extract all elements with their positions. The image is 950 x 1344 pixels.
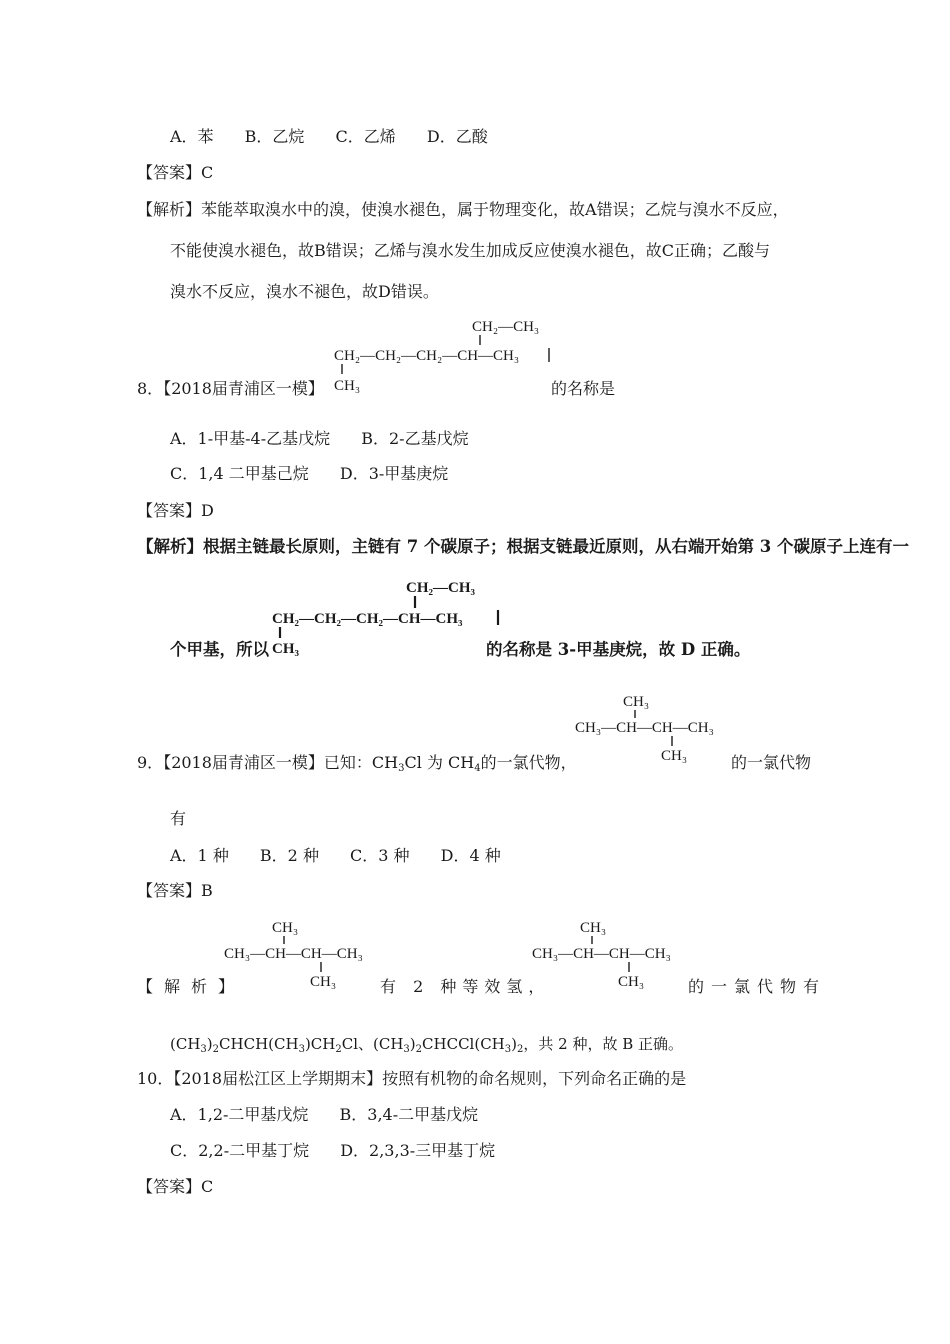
formula-part: CHCCl(CH [422, 1035, 505, 1053]
q10-answer [137, 1177, 213, 1197]
formula-part: ，共 2 种，故 B 正确。 [523, 1035, 684, 1053]
q8-option-b: B．2-乙基戊烷 [361, 429, 469, 448]
q9-analysis-2-main-chain: CH₃—CH—CH—CH₃ [532, 946, 671, 962]
q10-options-row-1 [170, 1105, 504, 1125]
q9-text-b: Cl 为 CH [404, 753, 475, 772]
q9-structure-formula [575, 690, 735, 770]
q7-option-b: B．乙烷 [244, 127, 305, 146]
subscript: 3 [504, 1044, 512, 1055]
question-text: 按照有机物的命名规则，下列命名正确的是 [382, 1069, 687, 1088]
q9-main-chain: CH₃—CH—CH—CH₃ [575, 720, 714, 736]
q9-analysis-products [170, 1034, 683, 1060]
subscript: 3 [200, 1044, 207, 1055]
q9-stem [137, 753, 577, 779]
formula-part: ) [206, 1035, 213, 1053]
q8-analysis-line-2-prefix: 个甲基，所以 [170, 640, 269, 659]
answer-label: 【答案】 [137, 501, 202, 520]
q7-option-d: D．乙酸 [426, 127, 488, 146]
q9-analysis-structure-1 [224, 916, 384, 996]
q8-branch-group: CH₂—CH₃ [472, 319, 540, 335]
q9-answer [137, 881, 213, 901]
q9-option-c: C．3 种 [350, 846, 410, 865]
q9-stem-suffix: 的一氯代物 [731, 753, 812, 772]
subscript: 3 [298, 1044, 305, 1055]
q8-stem-suffix: 的名称是 [551, 379, 616, 398]
q8-answer [137, 501, 214, 521]
analysis-text: 苯能萃取溴水中的溴，使溴水褪色，属于物理变化，故A错误；乙烷与溴水不反应， [201, 200, 789, 219]
q8-analysis-main-chain: CH₂—CH₂—CH₂—CH—CH₃ [272, 611, 463, 627]
q7-options [170, 127, 514, 147]
question-source: 【2018届松江区上学期期末】 [173, 1069, 383, 1088]
q7-option-c: C．乙烯 [335, 127, 396, 146]
subscript: 2 [415, 1044, 423, 1055]
analysis-label: 【解析】 [137, 200, 202, 219]
q9-option-b: B．2 种 [259, 846, 319, 865]
q9-text-c: 的一氯代物， [480, 753, 577, 772]
q7-analysis-line-3: 溴水不反应，溴水不褪色，故D错误。 [170, 282, 439, 301]
formula-part: (CH [170, 1035, 201, 1053]
q9-text-a: 已知：CH [323, 753, 399, 772]
question-source: 【2018届青浦区一模】 [163, 753, 324, 772]
q9-top-group: CH₃ [623, 694, 650, 710]
q10-options-row-2 [170, 1141, 521, 1161]
subscript: 2 [517, 1044, 524, 1055]
q9-analysis-1-top-group: CH₃ [272, 920, 299, 936]
answer-value: B [201, 881, 213, 900]
q10-option-c: C．2,2-二甲基丁烷 [170, 1141, 310, 1160]
formula-part: )CH [304, 1035, 336, 1053]
q8-option-a: A．1-甲基-4-乙基戊烷 [170, 429, 331, 448]
answer-label: 【答案】 [137, 1177, 202, 1196]
answer-label: 【答案】 [137, 163, 202, 182]
q9-analysis-end: 的一氯代物有 [688, 977, 827, 996]
q9-analysis-2-bottom-group: CH₃ [618, 974, 645, 990]
q9-analysis-structure-2 [532, 916, 692, 996]
q8-bottom-group: CH₃ [334, 378, 361, 394]
answer-value: C [201, 163, 214, 182]
q9-options [170, 846, 527, 866]
q7-answer [137, 163, 213, 183]
q8-stem [137, 379, 324, 399]
formula-part: CHCH(CH [219, 1035, 299, 1053]
formula-part: ) [511, 1035, 517, 1053]
q10-option-a: A．1,2-二甲基戊烷 [170, 1105, 309, 1124]
q9-bottom-group: CH₃ [661, 748, 688, 764]
formula-part: Cl、(CH [341, 1035, 404, 1053]
q9-option-a: A．1 种 [170, 846, 229, 865]
q8-analysis-bottom-group: CH₃ [272, 641, 299, 657]
answer-value: C [201, 1177, 214, 1196]
q10-option-d: D．2,3,3-三甲基丁烷 [340, 1141, 496, 1160]
q8-option-c: C．1,4 二甲基己烷 [170, 464, 309, 483]
question-number: 10． [137, 1069, 174, 1088]
q9-option-d: D．4 种 [440, 846, 501, 865]
q8-analysis-branch-group: CH₂—CH₃ [406, 580, 475, 596]
q8-main-chain: CH₂—CH₂—CH₂—CH—CH₃ [334, 348, 520, 364]
q9-stem-continuation: 有 [170, 809, 187, 828]
q8-options-row-2 [170, 464, 474, 484]
q7-option-a: A．苯 [170, 127, 214, 146]
question-number: 8． [137, 379, 164, 398]
q9-analysis-mid: 有 2 种等效氢， [380, 977, 551, 996]
subscript: 4 [474, 763, 481, 774]
formula-part: ) [409, 1035, 416, 1053]
q9-analysis-2-top-group: CH₃ [580, 920, 607, 936]
q7-analysis-line-2: 不能使溴水褪色，故B错误；乙烯与溴水发生加成反应使溴水褪色，故C正确；乙酸与 [170, 241, 771, 260]
q10-option-b: B．3,4-二甲基戊烷 [339, 1105, 479, 1124]
q9-analysis-1-main-chain: CH₃—CH—CH—CH₃ [224, 946, 363, 962]
q10-stem [137, 1069, 686, 1089]
question-source: 【2018届青浦区一模】 [163, 379, 324, 398]
q7-analysis-line-1 [137, 200, 789, 220]
question-number: 9． [137, 753, 164, 772]
subscript: 2 [335, 1044, 342, 1055]
q8-options-row-1 [170, 429, 495, 449]
q9-analysis-1-bottom-group: CH₃ [310, 974, 337, 990]
q9-analysis-label: 【解析】 [137, 977, 246, 996]
subscript: 2 [212, 1044, 220, 1055]
answer-value: D [201, 501, 214, 520]
subscript: 3 [398, 763, 405, 774]
q8-option-d: D．3-甲基庚烷 [339, 464, 449, 483]
q8-analysis-line-1: 【解析】根据主链最长原则，主链有 7 个碳原子；根据支链最近原则，从右端开始第 3 个碳原子上连有一 [137, 537, 909, 556]
answer-label: 【答案】 [137, 881, 202, 900]
q8-analysis-structure-formula [272, 570, 497, 658]
subscript: 3 [403, 1044, 410, 1055]
q8-structure-formula [334, 314, 554, 394]
q8-analysis-line-2-suffix: 的名称是 3-甲基庚烷，故 D 正确。 [486, 640, 751, 659]
